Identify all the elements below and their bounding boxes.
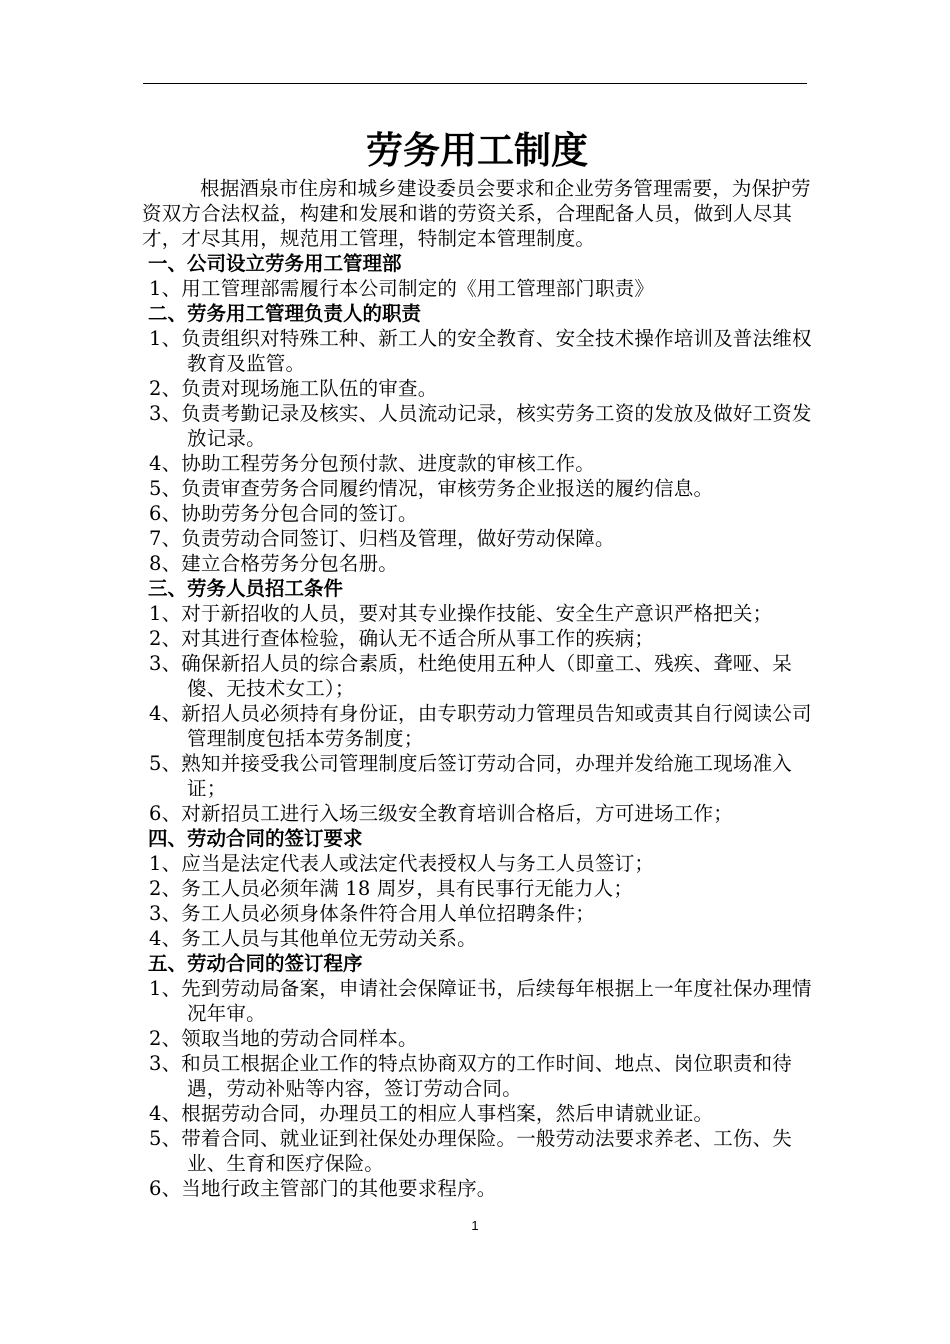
list-item: 5、带着合同、就业证到社保处办理保险。一般劳动法要求养老、工伤、失业、生育和医疗保险。 [149,1127,793,1175]
list-item: 4、新招人员必须持有身份证，由专职劳动力管理员告知或责其自行阅读公司管理制度包括本劳务制度； [149,702,812,750]
list-item: 3、负责考勤记录及核实、人员流动记录，核实劳务工资的发放及做好工资发放记录。 [149,402,812,450]
document-body [142,126,812,1201]
list-item: 4、协助工程劳务分包预付款、进度款的审核工作。 [149,452,596,475]
list-item: 2、对其进行查体检验，确认无不适合所从事工作的疾病； [149,627,655,650]
list-item: 2、领取当地的劳动合同样本。 [149,1027,418,1050]
list-item: 4、务工人员与其他单位无劳动关系。 [149,927,477,950]
list-item: 7、负责劳动合同签订、归档及管理，做好劳动保障。 [149,527,615,550]
section-heading: 五、劳动合同的签订程序 [148,952,363,975]
section-4 [142,826,812,951]
section-heading: 二、劳务用工管理负责人的职责 [148,302,422,325]
list-item: 1、应当是法定代表人或法定代表授权人与务工人员签订； [149,852,655,875]
intro-paragraph: 根据酒泉市住房和城乡建设委员会要求和企业劳务管理需要，为保护劳资双方合法权益，构建和发展和谐的劳资关系，合理配备人员，做到人尽其才，才尽其用，规范用工管理，特制定本管理制度。 [142,177,811,250]
section-5 [142,951,812,1201]
list-item: 1、负责组织对特殊工种、新工人的安全教育、安全技术操作培训及普法维权教育及监管。 [149,327,812,375]
list-item: 6、协助劳务分包合同的签订。 [149,502,418,525]
list-item: 3、确保新招人员的综合素质，杜绝使用五种人（即童工、残疾、聋哑、呆傻、无技术女工）； [149,652,793,700]
list-item: 8、建立合格劳务分包名册。 [149,552,399,575]
section-heading: 一、公司设立劳务用工管理部 [148,252,402,275]
section-1 [142,251,812,301]
list-item: 3、和员工根据企业工作的特点协商双方的工作时间、地点、岗位职责和待遇，劳动补贴等内容，签订劳动合同。 [149,1052,793,1100]
list-item: 4、根据劳动合同，办理员工的相应人事档案，然后申请就业证。 [149,1102,714,1125]
list-item: 1、对于新招收的人员，要对其专业操作技能、安全生产意识严格把关； [149,602,773,625]
list-item: 5、熟知并接受我公司管理制度后签订劳动合同，办理并发给施工现场准入证； [149,752,793,800]
list-item: 5、负责审查劳务合同履约情况，审核劳务企业报送的履约信息。 [149,477,714,500]
list-item: 6、当地行政主管部门的其他要求程序。 [149,1177,497,1200]
list-item: 2、务工人员必须年满 18 周岁，具有民事行无能力人； [149,877,634,900]
list-item: 2、负责对现场施工队伍的审查。 [149,377,438,400]
list-item: 6、对新招员工进行入场三级安全教育培训合格后，方可进场工作； [149,802,733,825]
section-heading: 四、劳动合同的签订要求 [148,827,363,850]
section-3 [142,576,812,826]
list-item: 3、务工人员必须身体条件符合用人单位招聘条件； [149,902,596,925]
section-2 [142,301,812,576]
list-item: 1、用工管理部需履行本公司制定的《用工管理部门职责》 [149,277,655,300]
section-heading: 三、劳务人员招工条件 [148,577,344,600]
document-title: 劳务用工制度 [366,129,588,172]
page-number: 1 [471,1218,479,1233]
list-item: 1、先到劳动局备案，申请社会保障证书，后续每年根据上一年度社保办理情况年审。 [149,977,812,1025]
header-rule [143,83,807,84]
